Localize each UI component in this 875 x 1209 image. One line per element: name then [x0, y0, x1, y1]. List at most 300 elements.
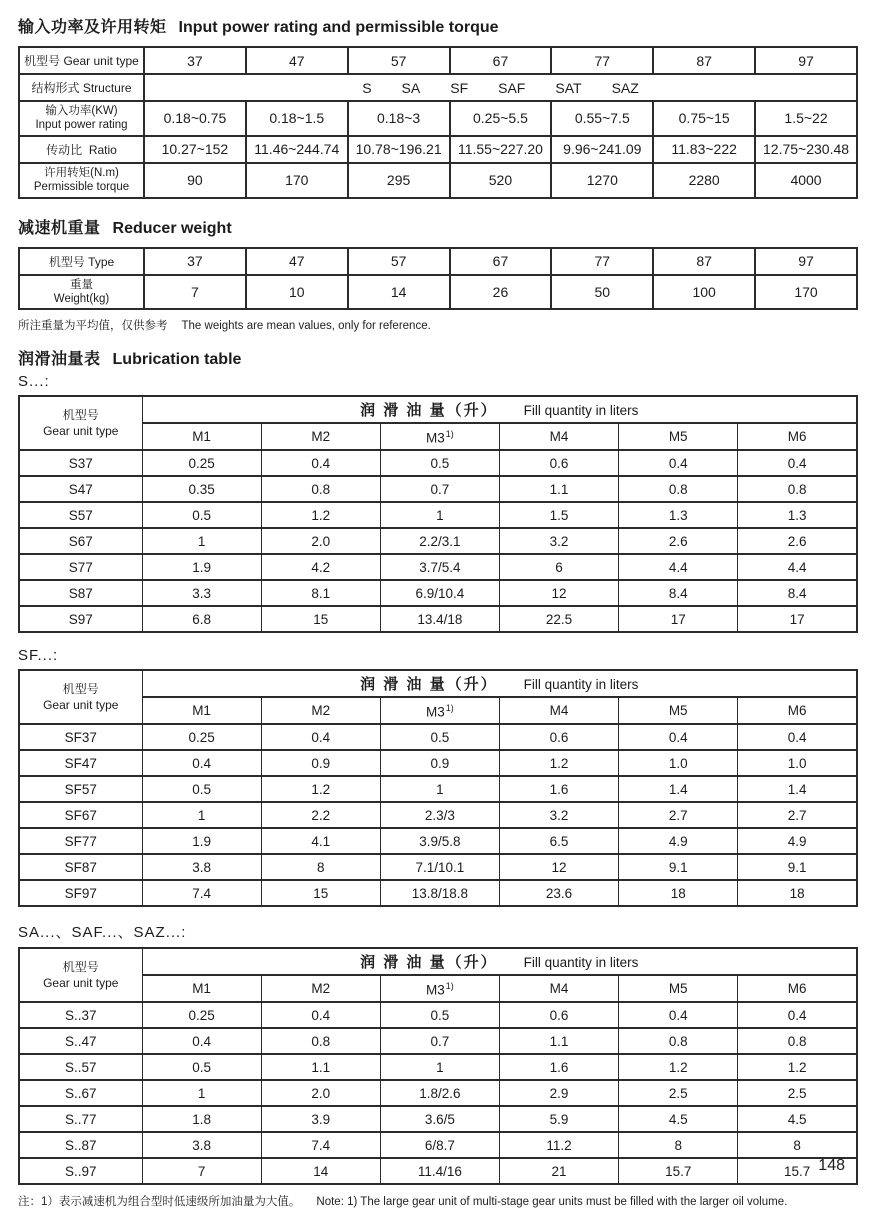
fill-quantity-cell: 0.4 — [261, 724, 380, 750]
weight-note-en: The weights are mean values, only for reference. — [181, 320, 431, 333]
gear-model-cell: SF47 — [19, 750, 142, 776]
fill-quantity-cell: 6.9/10.4 — [380, 580, 499, 606]
value-cell: 11.83~222 — [653, 136, 755, 163]
fill-quantity-cell: 2.0 — [261, 1080, 380, 1106]
gear-model-cell: SF37 — [19, 724, 142, 750]
fill-quantity-cell: 0.4 — [619, 450, 738, 476]
lube-data-row — [19, 580, 857, 606]
lube-data-row — [19, 606, 857, 632]
gear-model-cell: S97 — [19, 606, 142, 632]
value-cell: 87 — [653, 47, 755, 74]
fill-quantity-cell: 0.5 — [380, 450, 499, 476]
fill-quantity-cell: 4.5 — [619, 1106, 738, 1132]
value-cell: 9.96~241.09 — [551, 136, 653, 163]
fill-quantity-cell: 0.7 — [380, 476, 499, 502]
value-cell: 47 — [246, 47, 348, 74]
fill-quantity-cell: 1.2 — [261, 776, 380, 802]
lube-table-label-sa: SA...、SAF...、SAZ...: — [18, 924, 187, 942]
value-cell: 50 — [551, 275, 653, 310]
fill-quantity-cell: 2.0 — [261, 528, 380, 554]
fill-quantity-cell: 12 — [499, 580, 618, 606]
fill-quantity-zh: 润 滑 油 量（升） — [360, 676, 498, 694]
fill-quantity-cell: 1.5 — [499, 502, 618, 528]
fill-quantity-cell: 13.8/18.8 — [380, 880, 499, 906]
fill-quantity-cell: 7 — [142, 1158, 261, 1184]
fill-quantity-cell: 1.6 — [499, 1054, 618, 1080]
fill-quantity-cell: 15.7 — [619, 1158, 738, 1184]
fill-quantity-cell: 21 — [499, 1158, 618, 1184]
lube-mounting-row — [19, 697, 857, 724]
fill-quantity-cell: 18 — [619, 880, 738, 906]
column-header-m2: M2 — [261, 423, 380, 450]
fill-quantity-cell: 3.3 — [142, 580, 261, 606]
lube-data-row — [19, 724, 857, 750]
weight-label-zh: 重量 — [70, 278, 93, 291]
fill-quantity-cell: 1 — [380, 776, 499, 802]
fill-quantity-cell: 0.5 — [380, 724, 499, 750]
value-cell: 10.78~196.21 — [348, 136, 450, 163]
gear-model-cell: S..47 — [19, 1028, 142, 1054]
fill-quantity-cell: 0.35 — [142, 476, 261, 502]
ratio-row-label — [19, 136, 144, 163]
structure-value: SF — [450, 79, 469, 96]
fill-quantity-cell: 9.1 — [619, 854, 738, 880]
fill-quantity-cell: 8 — [619, 1132, 738, 1158]
value-cell: 97 — [755, 248, 857, 275]
fill-quantity-cell: 0.4 — [142, 750, 261, 776]
torque-label-zh: 许用转矩(N.m) — [44, 166, 119, 179]
value-cell: 11.55~227.20 — [450, 136, 552, 163]
value-cell: 2280 — [653, 163, 755, 198]
structure-value: SAF — [498, 79, 526, 96]
fill-quantity-cell: 2.9 — [499, 1080, 618, 1106]
lube-table-label-s: S...: — [18, 373, 50, 391]
value-cell: 97 — [755, 47, 857, 74]
fill-quantity-cell: 1.8/2.6 — [380, 1080, 499, 1106]
lube-data-row — [19, 1132, 857, 1158]
fill-quantity-cell: 7.4 — [142, 880, 261, 906]
gear-model-cell: S37 — [19, 450, 142, 476]
column-header-m5: M5 — [619, 423, 738, 450]
fill-quantity-cell: 0.8 — [738, 1028, 857, 1054]
lube-corner-zh: 机型号 — [62, 960, 99, 975]
gear-model-cell: S47 — [19, 476, 142, 502]
lube-data-row — [19, 802, 857, 828]
input-power-row-label — [19, 101, 144, 136]
torque-row — [19, 163, 857, 198]
fill-quantity-cell: 2.2/3.1 — [380, 528, 499, 554]
fill-quantity-cell: 2.7 — [738, 802, 857, 828]
fill-quantity-cell: 0.8 — [738, 476, 857, 502]
column-header-m3: M3$^{1)}$ — [380, 975, 499, 1002]
lube-corner-cell — [19, 948, 142, 1002]
fill-quantity-cell: 0.4 — [619, 724, 738, 750]
fill-quantity-cell: 11.4/16 — [380, 1158, 499, 1184]
fill-quantity-header — [142, 948, 857, 975]
value-cell: 11.46~244.74 — [246, 136, 348, 163]
value-cell: 7 — [144, 275, 246, 310]
fill-quantity-cell: 2.6 — [619, 528, 738, 554]
fill-quantity-cell: 9.1 — [738, 854, 857, 880]
value-cell: 67 — [450, 248, 552, 275]
fill-quantity-cell: 0.6 — [499, 724, 618, 750]
value-cell: 12.75~230.48 — [755, 136, 857, 163]
column-header-m5: M5 — [619, 975, 738, 1002]
fill-quantity-cell: 1.3 — [738, 502, 857, 528]
fill-quantity-cell: 7.4 — [261, 1132, 380, 1158]
footnote-marker: 1) — [445, 980, 454, 991]
fill-quantity-cell: 0.25 — [142, 1002, 261, 1028]
weight-section-title-en: Reducer weight — [112, 219, 232, 237]
lube-table-s — [18, 395, 858, 633]
fill-quantity-cell: 1.1 — [499, 1028, 618, 1054]
fill-quantity-en: Fill quantity in liters — [523, 403, 639, 419]
weight-table — [18, 247, 858, 311]
fill-quantity-en: Fill quantity in liters — [523, 955, 639, 971]
weight-type-row — [19, 248, 857, 275]
fill-quantity-cell: 2.5 — [619, 1080, 738, 1106]
value-cell: 67 — [450, 47, 552, 74]
lubrication-footnote-zh: 注：1）表示减速机为组合型时低速级所加油量为大值。 — [18, 1196, 301, 1209]
lube-data-row — [19, 880, 857, 906]
fill-quantity-cell: 1.2 — [738, 1054, 857, 1080]
lubrication-footnote — [18, 1193, 858, 1209]
structure-row-label: 结构形式 Structure — [19, 74, 144, 101]
fill-quantity-cell: 6.8 — [142, 606, 261, 632]
fill-quantity-cell: 15 — [261, 880, 380, 906]
fill-quantity-cell: 11.2 — [499, 1132, 618, 1158]
fill-quantity-cell: 1 — [142, 528, 261, 554]
fill-quantity-cell: 0.25 — [142, 724, 261, 750]
lube-header-row — [19, 396, 857, 423]
fill-quantity-cell: 15.7 — [738, 1158, 857, 1184]
power-torque-table — [18, 46, 858, 199]
fill-quantity-cell: 1.0 — [619, 750, 738, 776]
fill-quantity-cell: 0.4 — [738, 1002, 857, 1028]
lube-corner-cell — [19, 396, 142, 450]
lubrication-title-en: Lubrication table — [112, 351, 242, 369]
fill-quantity-cell: 1.8 — [142, 1106, 261, 1132]
footnote-marker: 1) — [445, 428, 454, 439]
value-cell: 0.18~1.5 — [246, 101, 348, 136]
column-header-m4: M4 — [499, 975, 618, 1002]
gear-model-cell: SF57 — [19, 776, 142, 802]
lube-table-sa-saf-saz — [18, 947, 858, 1185]
fill-quantity-header — [142, 670, 857, 697]
lubrication-footnote-en: Note: 1) The large gear unit of multi-stage gear units must be filled with the larger oil volume. — [316, 1196, 788, 1209]
value-cell: 57 — [348, 47, 450, 74]
weight-section-title — [18, 215, 858, 238]
fill-quantity-cell: 5.9 — [499, 1106, 618, 1132]
gear-model-cell: S..57 — [19, 1054, 142, 1080]
fill-quantity-cell: 0.25 — [142, 450, 261, 476]
fill-quantity-cell: 0.6 — [499, 1002, 618, 1028]
column-header-m4: M4 — [499, 697, 618, 724]
lube-data-row — [19, 1002, 857, 1028]
fill-quantity-cell: 4.4 — [619, 554, 738, 580]
value-cell: 37 — [144, 248, 246, 275]
gear-model-cell: S..97 — [19, 1158, 142, 1184]
gear-type-row — [19, 47, 857, 74]
lube-header-row — [19, 670, 857, 697]
fill-quantity-cell: 8 — [738, 1132, 857, 1158]
lube-data-row — [19, 1054, 857, 1080]
lube-data-row — [19, 476, 857, 502]
weight-row-label — [19, 275, 144, 310]
value-cell: 170 — [755, 275, 857, 310]
value-cell: 47 — [246, 248, 348, 275]
fill-quantity-cell: 17 — [738, 606, 857, 632]
gear-model-cell: S77 — [19, 554, 142, 580]
fill-quantity-cell: 2.6 — [738, 528, 857, 554]
value-cell: 14 — [348, 275, 450, 310]
fill-quantity-zh: 润 滑 油 量（升） — [360, 402, 498, 420]
value-cell: 26 — [450, 275, 552, 310]
weight-note-zh: 所注重量为平均值，仅供参考 — [18, 320, 168, 333]
lube-table-sf — [18, 669, 858, 907]
column-header-m5: M5 — [619, 697, 738, 724]
fill-quantity-cell: 7.1/10.1 — [380, 854, 499, 880]
fill-quantity-cell: 15 — [261, 606, 380, 632]
fill-quantity-cell: 3.7/5.4 — [380, 554, 499, 580]
gear-model-cell: S..87 — [19, 1132, 142, 1158]
fill-quantity-cell: 2.7 — [619, 802, 738, 828]
fill-quantity-cell: 23.6 — [499, 880, 618, 906]
fill-quantity-cell: 1.1 — [261, 1054, 380, 1080]
column-header-m6: M6 — [738, 975, 857, 1002]
fill-quantity-cell: 0.6 — [499, 450, 618, 476]
fill-quantity-cell: 3.8 — [142, 1132, 261, 1158]
value-cell: 1270 — [551, 163, 653, 198]
fill-quantity-cell: 1.3 — [619, 502, 738, 528]
lube-data-row — [19, 450, 857, 476]
fill-quantity-cell: 13.4/18 — [380, 606, 499, 632]
gear-model-cell: S87 — [19, 580, 142, 606]
value-cell: 87 — [653, 248, 755, 275]
fill-quantity-cell: 1.2 — [261, 502, 380, 528]
value-cell: 1.5~22 — [755, 101, 857, 136]
fill-quantity-cell: 0.7 — [380, 1028, 499, 1054]
lube-data-row — [19, 1158, 857, 1184]
fill-quantity-cell: 1.2 — [619, 1054, 738, 1080]
fill-quantity-cell: 4.2 — [261, 554, 380, 580]
value-cell: 100 — [653, 275, 755, 310]
gear-model-cell: SF77 — [19, 828, 142, 854]
input-power-row — [19, 101, 857, 136]
fill-quantity-cell: 3.2 — [499, 528, 618, 554]
fill-quantity-cell: 0.9 — [261, 750, 380, 776]
fill-quantity-cell: 0.5 — [142, 776, 261, 802]
column-header-m1: M1 — [142, 697, 261, 724]
weight-value-row — [19, 275, 857, 310]
ratio-label-zh: 传动比 — [46, 142, 83, 157]
value-cell: 57 — [348, 248, 450, 275]
value-cell: 77 — [551, 47, 653, 74]
structure-value: SAT — [555, 79, 582, 96]
fill-quantity-cell: 0.4 — [261, 1002, 380, 1028]
fill-quantity-cell: 22.5 — [499, 606, 618, 632]
fill-quantity-cell: 0.4 — [142, 1028, 261, 1054]
fill-quantity-cell: 1 — [142, 802, 261, 828]
fill-quantity-cell: 2.3/3 — [380, 802, 499, 828]
gear-model-cell: S67 — [19, 528, 142, 554]
fill-quantity-cell: 17 — [619, 606, 738, 632]
fill-quantity-cell: 4.5 — [738, 1106, 857, 1132]
weight-note — [18, 317, 858, 333]
value-cell: 10.27~152 — [144, 136, 246, 163]
power-section-title — [18, 14, 858, 37]
fill-quantity-cell: 1.4 — [738, 776, 857, 802]
value-cell: 0.75~15 — [653, 101, 755, 136]
fill-quantity-cell: 0.5 — [142, 502, 261, 528]
input-power-label-en: Input power rating — [35, 119, 128, 132]
lube-header-row — [19, 948, 857, 975]
power-section-title-zh: 输入功率及许用转矩 — [18, 19, 167, 36]
fill-quantity-cell: 1 — [142, 1080, 261, 1106]
fill-quantity-cell: 3.9/5.8 — [380, 828, 499, 854]
fill-quantity-cell: 2.5 — [738, 1080, 857, 1106]
weight-label-en: Weight(kg) — [53, 292, 110, 305]
fill-quantity-cell: 8.1 — [261, 580, 380, 606]
column-header-m3: M3$^{1)}$ — [380, 697, 499, 724]
fill-quantity-cell: 3.9 — [261, 1106, 380, 1132]
fill-quantity-cell: 0.8 — [261, 476, 380, 502]
value-cell: 37 — [144, 47, 246, 74]
fill-quantity-cell: 0.4 — [738, 724, 857, 750]
lube-corner-cell — [19, 670, 142, 724]
column-header-m6: M6 — [738, 697, 857, 724]
lube-corner-en: Gear unit type — [43, 976, 119, 991]
lube-data-row — [19, 502, 857, 528]
column-header-m2: M2 — [261, 697, 380, 724]
fill-quantity-cell: 0.4 — [619, 1002, 738, 1028]
value-cell: 10 — [246, 275, 348, 310]
lube-data-row — [19, 776, 857, 802]
value-cell: 90 — [144, 163, 246, 198]
lube-corner-zh: 机型号 — [62, 408, 99, 423]
value-cell: 4000 — [755, 163, 857, 198]
fill-quantity-cell: 3.2 — [499, 802, 618, 828]
fill-quantity-cell: 0.8 — [619, 476, 738, 502]
fill-quantity-cell: 4.9 — [619, 828, 738, 854]
structure-values-cell — [144, 74, 857, 101]
value-cell: 0.18~3 — [348, 101, 450, 136]
gear-type-row-label: 机型号 Gear unit type — [19, 47, 144, 74]
fill-quantity-cell: 14 — [261, 1158, 380, 1184]
fill-quantity-cell: 3.6/5 — [380, 1106, 499, 1132]
footnote-marker: 1) — [445, 702, 454, 713]
lube-data-row — [19, 750, 857, 776]
value-cell: 0.25~5.5 — [450, 101, 552, 136]
weight-section-title-zh: 减速机重量 — [18, 219, 101, 237]
fill-quantity-cell: 4.1 — [261, 828, 380, 854]
lube-data-row — [19, 554, 857, 580]
gear-model-cell: SF87 — [19, 854, 142, 880]
fill-quantity-cell: 1.9 — [142, 828, 261, 854]
fill-quantity-cell: 2.2 — [261, 802, 380, 828]
column-header-m3: M3$^{1)}$ — [380, 423, 499, 450]
fill-quantity-cell: 1.9 — [142, 554, 261, 580]
fill-quantity-cell: 6.5 — [499, 828, 618, 854]
lube-corner-en: Gear unit type — [43, 698, 119, 713]
fill-quantity-cell: 0.5 — [380, 1002, 499, 1028]
fill-quantity-cell: 0.8 — [261, 1028, 380, 1054]
fill-quantity-cell: 6/8.7 — [380, 1132, 499, 1158]
fill-quantity-cell: 0.8 — [619, 1028, 738, 1054]
lubrication-title-zh: 润滑油量表 — [18, 351, 101, 369]
fill-quantity-cell: 18 — [738, 880, 857, 906]
value-cell: 77 — [551, 248, 653, 275]
lube-data-row — [19, 1028, 857, 1054]
fill-quantity-cell: 8 — [261, 854, 380, 880]
ratio-label-en: Ratio — [88, 142, 117, 157]
fill-quantity-cell: 8.4 — [738, 580, 857, 606]
weight-type-row-label: 机型号 Type — [19, 248, 144, 275]
value-cell: 520 — [450, 163, 552, 198]
lube-data-row — [19, 1080, 857, 1106]
lube-data-row — [19, 828, 857, 854]
fill-quantity-cell: 0.9 — [380, 750, 499, 776]
fill-quantity-cell: 6 — [499, 554, 618, 580]
gear-model-cell: S..37 — [19, 1002, 142, 1028]
fill-quantity-cell: 4.9 — [738, 828, 857, 854]
lubrication-section-title — [18, 346, 858, 369]
column-header-m2: M2 — [261, 975, 380, 1002]
fill-quantity-cell: 0.4 — [261, 450, 380, 476]
gear-model-cell: SF97 — [19, 880, 142, 906]
fill-quantity-cell: 12 — [499, 854, 618, 880]
input-power-label-zh: 输入功率(KW) — [45, 105, 118, 117]
lube-corner-en: Gear unit type — [43, 424, 119, 439]
lube-mounting-row — [19, 423, 857, 450]
fill-quantity-en: Fill quantity in liters — [523, 677, 639, 693]
gear-model-cell: SF67 — [19, 802, 142, 828]
column-header-m1: M1 — [142, 423, 261, 450]
value-cell: 170 — [246, 163, 348, 198]
gear-model-cell: S..67 — [19, 1080, 142, 1106]
structure-value: SA — [401, 79, 421, 96]
structure-value: S — [362, 79, 372, 96]
lube-data-row — [19, 854, 857, 880]
fill-quantity-cell: 8.4 — [619, 580, 738, 606]
torque-label-en: Permissible torque — [33, 181, 130, 194]
fill-quantity-cell: 1 — [380, 1054, 499, 1080]
fill-quantity-cell: 0.4 — [738, 450, 857, 476]
value-cell: 0.18~0.75 — [144, 101, 246, 136]
fill-quantity-cell: 0.5 — [142, 1054, 261, 1080]
ratio-row — [19, 136, 857, 163]
fill-quantity-cell: 1.0 — [738, 750, 857, 776]
fill-quantity-cell: 1 — [380, 502, 499, 528]
lube-data-row — [19, 528, 857, 554]
structure-row — [19, 74, 857, 101]
fill-quantity-cell: 1.6 — [499, 776, 618, 802]
lube-corner-zh: 机型号 — [62, 682, 99, 697]
fill-quantity-cell: 1.1 — [499, 476, 618, 502]
power-section-title-en: Input power rating and permissible torque — [178, 19, 499, 36]
fill-quantity-cell: 1.2 — [499, 750, 618, 776]
page-number: 148 — [818, 1157, 845, 1174]
column-header-m6: M6 — [738, 423, 857, 450]
fill-quantity-cell: 1.4 — [619, 776, 738, 802]
column-header-m1: M1 — [142, 975, 261, 1002]
gear-model-cell: S..77 — [19, 1106, 142, 1132]
fill-quantity-cell: 3.8 — [142, 854, 261, 880]
value-cell: 0.55~7.5 — [551, 101, 653, 136]
gear-model-cell: S57 — [19, 502, 142, 528]
value-cell: 295 — [348, 163, 450, 198]
lube-data-row — [19, 1106, 857, 1132]
